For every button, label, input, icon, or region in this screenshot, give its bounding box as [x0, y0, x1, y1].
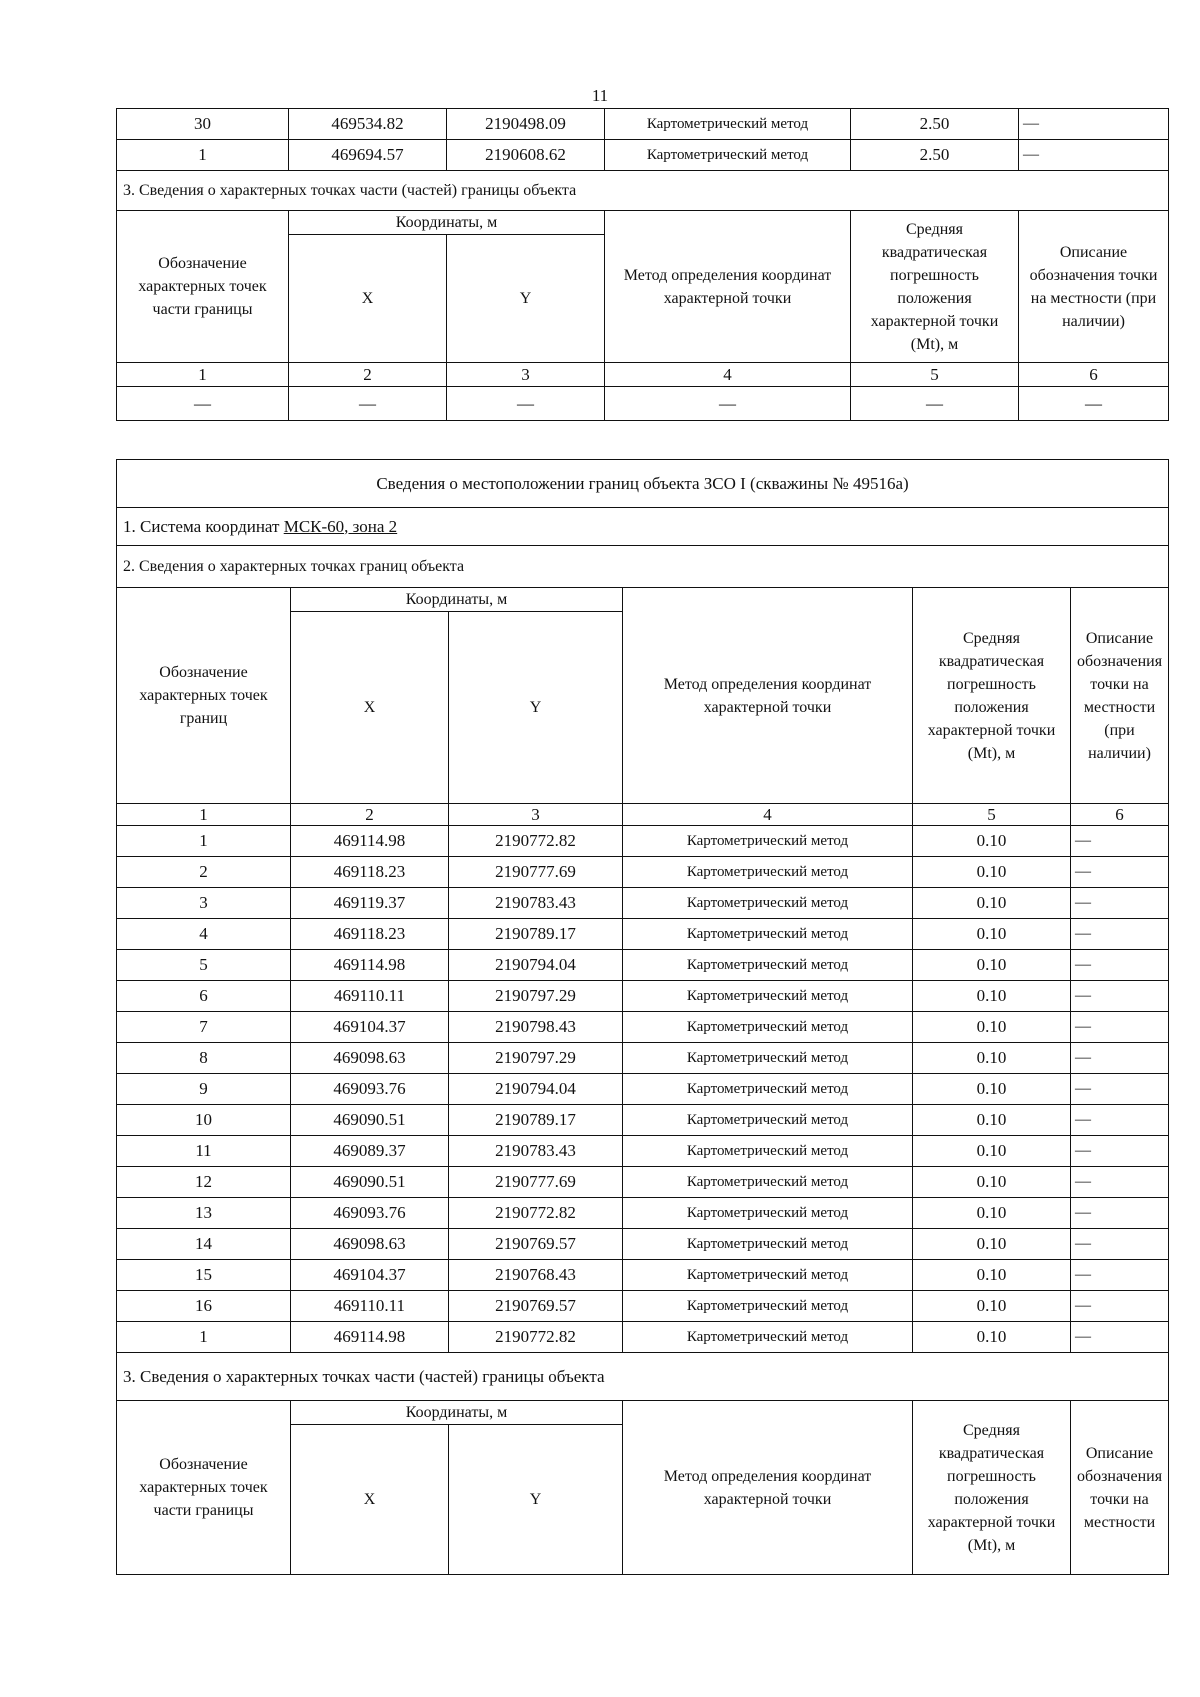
col-number: 3 — [447, 363, 605, 387]
zso-title: Сведения о местоположении границ объекта ЗСО I (скважины № 49516а) — [117, 460, 1169, 508]
y-cell: 2190772.82 — [449, 1198, 623, 1229]
sec3-header-x: X — [291, 1425, 449, 1575]
point-cell: 1 — [117, 140, 289, 171]
method-cell: Картометрический метод — [623, 1074, 913, 1105]
y-cell: 2190798.43 — [449, 1012, 623, 1043]
y-cell: 2190777.69 — [449, 1167, 623, 1198]
sec3-header-point: Обозначение характерных точек части границы — [117, 1401, 291, 1575]
error-cell: 0.10 — [913, 1229, 1071, 1260]
error-cell: 0.10 — [913, 1043, 1071, 1074]
x-cell: 469098.63 — [291, 1229, 449, 1260]
method-cell: Картометрический метод — [623, 1229, 913, 1260]
method-cell: Картометрический метод — [623, 981, 913, 1012]
y-cell: 2190772.82 — [449, 826, 623, 857]
desc-cell: — — [1071, 919, 1169, 950]
sec3-header-coords: Координаты, м — [291, 1401, 623, 1425]
col-number: 6 — [1071, 804, 1169, 826]
method-cell: Картометрический метод — [623, 919, 913, 950]
table-row — [117, 919, 1169, 950]
error-cell: 0.10 — [913, 981, 1071, 1012]
page-number: 11 — [591, 86, 609, 105]
desc-cell: — — [1071, 1198, 1169, 1229]
header-method: Метод определения координат характерной точки — [605, 211, 851, 363]
x-cell: 469093.76 — [291, 1074, 449, 1105]
x-cell: 469090.51 — [291, 1105, 449, 1136]
y-cell: 2190769.57 — [449, 1291, 623, 1322]
sec3-header-desc: Описание обозначения точки на местности — [1071, 1401, 1169, 1575]
x-cell: 469118.23 — [291, 919, 449, 950]
x-cell: 469694.57 — [289, 140, 447, 171]
sec3-header-error: Средняя квадратическая погрешность положения характерной точки (Mt), м — [913, 1401, 1071, 1575]
error-cell: 0.10 — [913, 857, 1071, 888]
col-number: 4 — [623, 804, 913, 826]
header-desc: Описание обозначения точки на местности (при наличии) — [1019, 211, 1169, 363]
col-number: 3 — [449, 804, 623, 826]
header-method: Метод определения координат характерной точки — [623, 588, 913, 804]
header-x: X — [289, 235, 447, 363]
col-number: 2 — [291, 804, 449, 826]
method-cell: Картометрический метод — [623, 888, 913, 919]
error-cell: 2.50 — [851, 140, 1019, 171]
x-cell: 469114.98 — [291, 826, 449, 857]
header-point: Обозначение характерных точек границ — [117, 588, 291, 804]
empty-cell: — — [447, 387, 605, 421]
empty-cell: — — [117, 387, 289, 421]
point-cell: 13 — [117, 1198, 291, 1229]
point-cell: 30 — [117, 109, 289, 140]
table-row — [117, 1322, 1169, 1353]
col-number: 5 — [913, 804, 1071, 826]
header-error: Средняя квадратическая погрешность положения характерной точки (Mt), м — [913, 588, 1071, 804]
method-cell: Картометрический метод — [623, 1012, 913, 1043]
x-cell: 469119.37 — [291, 888, 449, 919]
method-cell: Картометрический метод — [623, 1322, 913, 1353]
x-cell: 469093.76 — [291, 1198, 449, 1229]
point-cell: 15 — [117, 1260, 291, 1291]
point-cell: 7 — [117, 1012, 291, 1043]
error-cell: 0.10 — [913, 1260, 1071, 1291]
coord-system — [117, 508, 1169, 546]
empty-cell: — — [605, 387, 851, 421]
error-cell: 0.10 — [913, 826, 1071, 857]
table-row — [117, 857, 1169, 888]
section3-title: 3. Сведения о характерных точках части (частей) границы объекта — [117, 1353, 1169, 1401]
y-cell: 2190777.69 — [449, 857, 623, 888]
coord-system-label: 1. Система координат — [123, 516, 284, 536]
desc-cell: — — [1019, 140, 1169, 171]
point-cell: 12 — [117, 1167, 291, 1198]
y-cell: 2190783.43 — [449, 1136, 623, 1167]
x-cell: 469090.51 — [291, 1167, 449, 1198]
col-number: 4 — [605, 363, 851, 387]
x-cell: 469089.37 — [291, 1136, 449, 1167]
x-cell: 469118.23 — [291, 857, 449, 888]
column-number-row — [117, 804, 1169, 826]
x-cell: 469114.98 — [291, 1322, 449, 1353]
x-cell: 469104.37 — [291, 1012, 449, 1043]
table-row — [117, 109, 1169, 140]
header-x: X — [291, 612, 449, 804]
desc-cell: — — [1071, 1322, 1169, 1353]
y-cell: 2190797.29 — [449, 981, 623, 1012]
sec3-header-y: Y — [449, 1425, 623, 1575]
error-cell: 0.10 — [913, 888, 1071, 919]
x-cell: 469110.11 — [291, 981, 449, 1012]
error-cell: 0.10 — [913, 1105, 1071, 1136]
y-cell: 2190789.17 — [449, 919, 623, 950]
error-cell: 0.10 — [913, 1012, 1071, 1043]
y-cell: 2190769.57 — [449, 1229, 623, 1260]
header-y: Y — [447, 235, 605, 363]
method-cell: Картометрический метод — [623, 857, 913, 888]
error-cell: 0.10 — [913, 1322, 1071, 1353]
point-cell: 3 — [117, 888, 291, 919]
table-row — [117, 1012, 1169, 1043]
method-cell: Картометрический метод — [623, 1043, 913, 1074]
point-cell: 16 — [117, 1291, 291, 1322]
y-cell: 2190794.04 — [449, 950, 623, 981]
y-cell: 2190498.09 — [447, 109, 605, 140]
error-cell: 0.10 — [913, 950, 1071, 981]
x-cell: 469114.98 — [291, 950, 449, 981]
method-cell: Картометрический метод — [623, 1136, 913, 1167]
desc-cell: — — [1071, 1229, 1169, 1260]
header-point: Обозначение характерных точек части границы — [117, 211, 289, 363]
desc-cell: — — [1071, 1260, 1169, 1291]
desc-cell: — — [1071, 1043, 1169, 1074]
method-cell: Картометрический метод — [605, 140, 851, 171]
error-cell: 2.50 — [851, 109, 1019, 140]
point-cell: 2 — [117, 857, 291, 888]
table-row — [117, 1043, 1169, 1074]
method-cell: Картометрический метод — [605, 109, 851, 140]
header-y: Y — [449, 612, 623, 804]
zso-boundary-table — [116, 459, 1169, 1575]
empty-cell: — — [289, 387, 447, 421]
desc-cell: — — [1071, 826, 1169, 857]
x-cell: 469104.37 — [291, 1260, 449, 1291]
point-cell: 4 — [117, 919, 291, 950]
table-row — [117, 950, 1169, 981]
empty-cell: — — [1019, 387, 1169, 421]
col-number: 1 — [117, 363, 289, 387]
point-cell: 11 — [117, 1136, 291, 1167]
section3-title: 3. Сведения о характерных точках части (частей) границы объекта — [117, 171, 1169, 211]
x-cell: 469110.11 — [291, 1291, 449, 1322]
y-cell: 2190772.82 — [449, 1322, 623, 1353]
method-cell: Картометрический метод — [623, 950, 913, 981]
error-cell: 0.10 — [913, 1198, 1071, 1229]
empty-cell: — — [851, 387, 1019, 421]
error-cell: 0.10 — [913, 919, 1071, 950]
desc-cell: — — [1071, 888, 1169, 919]
sec3-header-method: Метод определения координат характерной точки — [623, 1401, 913, 1575]
method-cell: Картометрический метод — [623, 1167, 913, 1198]
point-cell: 6 — [117, 981, 291, 1012]
error-cell: 0.10 — [913, 1074, 1071, 1105]
desc-cell: — — [1071, 1012, 1169, 1043]
section2-title: 2. Сведения о характерных точках границ объекта — [117, 546, 1169, 588]
table-row — [117, 1291, 1169, 1322]
point-cell: 10 — [117, 1105, 291, 1136]
desc-cell: — — [1071, 1291, 1169, 1322]
header-error: Средняя квадратическая погрешность положения характерной точки (Mt), м — [851, 211, 1019, 363]
point-cell: 1 — [117, 826, 291, 857]
x-cell: 469098.63 — [291, 1043, 449, 1074]
table-row — [117, 140, 1169, 171]
header-coords: Координаты, м — [291, 588, 623, 612]
col-number: 1 — [117, 804, 291, 826]
desc-cell: — — [1071, 950, 1169, 981]
desc-cell: — — [1071, 857, 1169, 888]
y-cell: 2190608.62 — [447, 140, 605, 171]
y-cell: 2190789.17 — [449, 1105, 623, 1136]
x-cell: 469534.82 — [289, 109, 447, 140]
method-cell: Картометрический метод — [623, 1198, 913, 1229]
table-row — [117, 1105, 1169, 1136]
method-cell: Картометрический метод — [623, 1260, 913, 1291]
col-number: 6 — [1019, 363, 1169, 387]
point-cell: 14 — [117, 1229, 291, 1260]
y-cell: 2190768.43 — [449, 1260, 623, 1291]
point-cell: 8 — [117, 1043, 291, 1074]
error-cell: 0.10 — [913, 1167, 1071, 1198]
table-row — [117, 826, 1169, 857]
error-cell: 0.10 — [913, 1136, 1071, 1167]
table-row — [117, 888, 1169, 919]
table-row — [117, 1260, 1169, 1291]
y-cell: 2190797.29 — [449, 1043, 623, 1074]
point-cell: 5 — [117, 950, 291, 981]
y-cell: 2190783.43 — [449, 888, 623, 919]
desc-cell: — — [1071, 1136, 1169, 1167]
col-number: 5 — [851, 363, 1019, 387]
desc-cell: — — [1071, 1105, 1169, 1136]
method-cell: Картометрический метод — [623, 1291, 913, 1322]
table-row — [117, 1167, 1169, 1198]
desc-cell: — — [1071, 1074, 1169, 1105]
table-row — [117, 1074, 1169, 1105]
header-coords: Координаты, м — [289, 211, 605, 235]
coord-system-value: МСК-60, зона 2 — [283, 516, 398, 536]
table-row — [117, 1229, 1169, 1260]
col-number: 2 — [289, 363, 447, 387]
method-cell: Картометрический метод — [623, 826, 913, 857]
header-desc: Описание обозначения точки на местности (при наличии) — [1071, 588, 1169, 804]
point-cell: 9 — [117, 1074, 291, 1105]
empty-row — [117, 387, 1169, 421]
error-cell: 0.10 — [913, 1291, 1071, 1322]
desc-cell: — — [1019, 109, 1169, 140]
table-row — [117, 1198, 1169, 1229]
column-number-row — [117, 363, 1169, 387]
point-cell: 1 — [117, 1322, 291, 1353]
method-cell: Картометрический метод — [623, 1105, 913, 1136]
table-row — [117, 981, 1169, 1012]
top-boundary-table — [116, 108, 1169, 421]
desc-cell: — — [1071, 1167, 1169, 1198]
y-cell: 2190794.04 — [449, 1074, 623, 1105]
table-row — [117, 1136, 1169, 1167]
desc-cell: — — [1071, 981, 1169, 1012]
